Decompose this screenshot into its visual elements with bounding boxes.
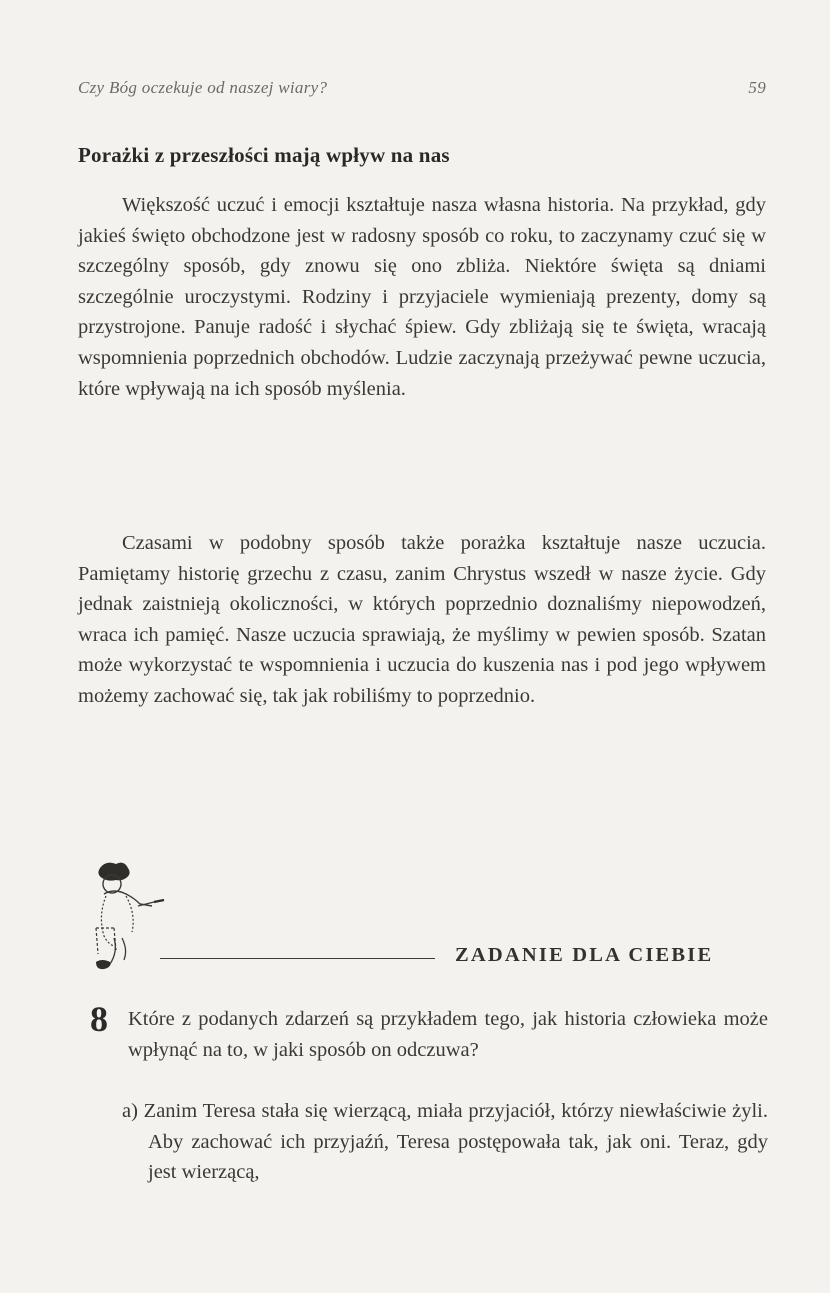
task-question: Które z podanych zdarzeń są przykładem tego, jak historia człowieka może wpłynąć na to, w jaki sposób on odczuwa? bbox=[128, 1008, 768, 1061]
body-paragraph-2 bbox=[78, 528, 766, 712]
task-option-a-text: a) Zanim Teresa stała się wierzącą, miała przyjaciół, którzy niewłaściwie żyli. Aby zachować ich przyjaźń, Teresa postępowała tak, jak oni. Teraz, gdy jest wierzącą, bbox=[122, 1100, 768, 1184]
section-heading: Porażki z przeszłości mają wpływ na nas bbox=[78, 143, 450, 167]
page-number: 59 bbox=[748, 78, 766, 97]
exercise-title: ZADANIE DLA CIEBIE bbox=[455, 944, 714, 966]
exercise-divider-line bbox=[160, 958, 435, 959]
body-paragraph-1 bbox=[78, 190, 766, 404]
task-option-a bbox=[122, 1096, 768, 1188]
task-number: 8 bbox=[90, 999, 108, 1039]
paragraph-text: Większość uczuć i emocji kształtuje nasza własna historia. Na przykład, gdy jakieś święto obchodzone jest w radosny sposób co roku, to zaczynamy czuć się w szczególny sposób, gdy znowu się ono zbliża. Niektóre święta są dniami szczególnie uroczystymi. Rodziny i przyjaciele wymieniają prezenty, domy są przystrojone. Panuje radość i słychać śpiew. Gdy zbliżają się te święta, wracają wspomnienia poprzednich obchodów. Ludzie zaczynają przeżywać pewne uczucia, które wpływają na ich sposób myślenia. bbox=[78, 194, 766, 400]
paragraph-text: Czasami w podobny sposób także porażka kształtuje nasze uczucia. Pamiętamy historię grzechu z czasu, zanim Chrystus wszedł w nasze życie. Gdy jednak zaistnieją okoliczności, w których poprzednio doznaliśmy niepowodzeń, wraca ich pamięć. Nasze uczucia sprawiają, że myślimy w pewien sposób. Szatan może wykorzystać te wspomnienia i uczucia do kuszenia nas i pod jego wpływem możemy zachować się, tak jak robiliśmy to poprzednio. bbox=[78, 532, 766, 707]
running-head bbox=[78, 78, 766, 102]
running-head-title: Czy Bóg oczekuje od naszej wiary? bbox=[78, 78, 328, 97]
